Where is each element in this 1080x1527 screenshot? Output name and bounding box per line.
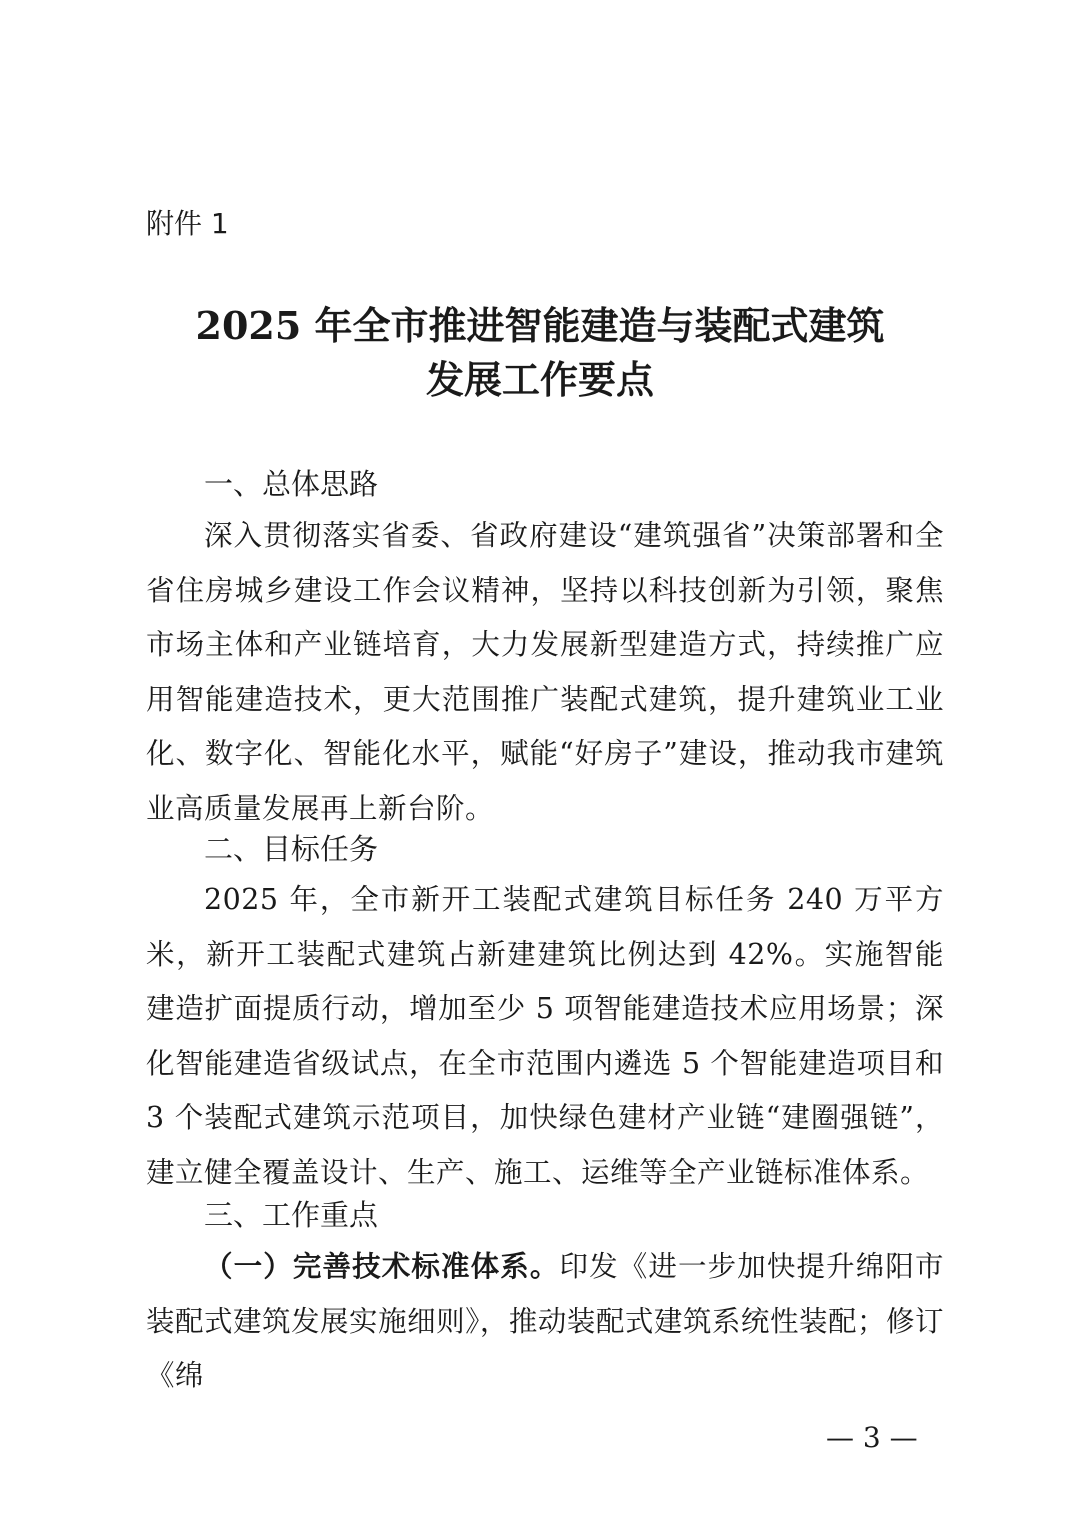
section-heading-work-focus: 三、工作重点 <box>204 1198 379 1232</box>
sub-heading-technical-standards: （一）完善技术标准体系。 <box>204 1250 560 1283</box>
document-title-line-2: 发展工作要点 <box>425 357 654 402</box>
section-paragraph-goals: 2025 年，全市新开工装配式建筑目标任务 240 万平方米，新开工装配式建筑占新建建筑比例达到 42%。实施智能建造扩面提质行动，增加至少 5 项智能建造技术应用场景；深化智能建造省级试点，在全市范围内遴选 5 个智能建造项目和 3 个装配式建筑示范项目，加快绿色建材产业链“建圈强链”，建立健全覆盖设计、生产、施工、运维等全产业链标准体系。 <box>146 883 944 1189</box>
page-number: — 3 — <box>826 1421 918 1454</box>
section-heading-goals: 二、目标任务 <box>204 832 379 866</box>
sub-paragraph-technical-standards: 印发《进一步加快提升绵阳市装配式建筑发展实施细则》，推动装配式建筑系统性装配；修订《绵 <box>146 1250 944 1393</box>
section-paragraph-overall-approach: 深入贯彻落实省委、省政府建设“建筑强省”决策部署和全省住房城乡建设工作会议精神，坚持以科技创新为引领，聚焦市场主体和产业链培育，大力发展新型建造方式，持续推广应用智能建造技术，更大范围推广装配式建筑，提升建筑业工业化、数字化、智能化水平，赋能“好房子”建设，推动我市建筑业高质量发展再上新台阶。 <box>146 519 944 825</box>
document-title-line-1: 2025 年全市推进智能建造与装配式建筑 <box>195 303 885 348</box>
attachment-label: 附件 1 <box>146 207 229 240</box>
section-paragraph-work-focus <box>146 1240 944 1404</box>
section-heading-overall-approach: 一、总体思路 <box>204 467 379 501</box>
